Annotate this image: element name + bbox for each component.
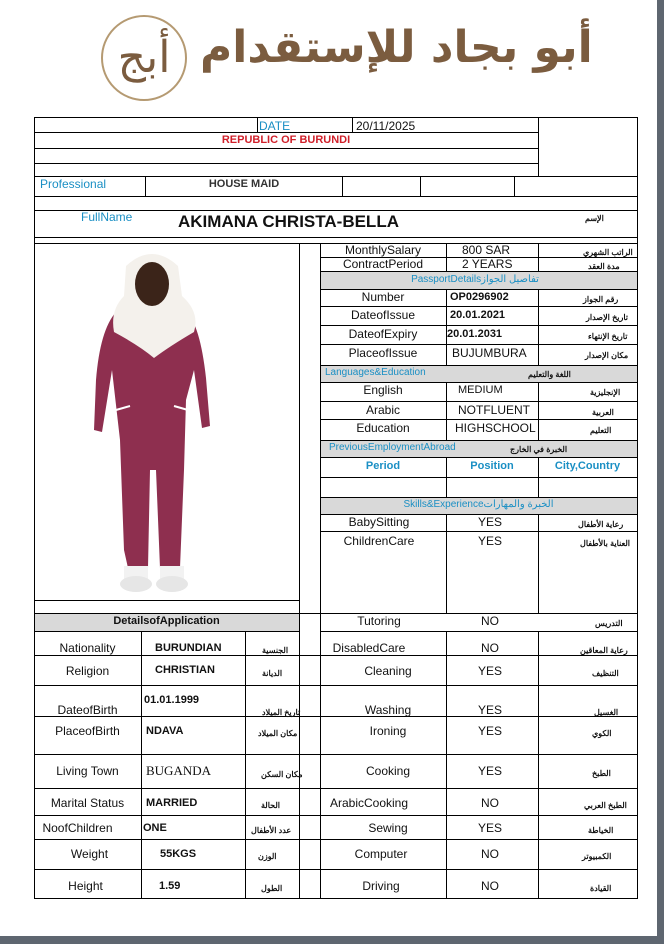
skill-label: Cooking bbox=[365, 764, 411, 778]
application-arabic: الوزن bbox=[258, 852, 277, 861]
application-label: NoofChildren bbox=[42, 821, 113, 835]
application-label: DateofBirth bbox=[57, 703, 118, 717]
skill-label: Tutoring bbox=[357, 614, 401, 628]
skill-arabic: القيادة bbox=[590, 884, 612, 893]
application-arabic: مكان الميلاد bbox=[258, 729, 298, 738]
skill-value: YES bbox=[477, 724, 502, 738]
grid-line bbox=[446, 243, 447, 271]
logo-emblem: أبج bbox=[117, 32, 171, 83]
skill-value: YES bbox=[477, 515, 502, 529]
passport-section-title: PassportDetailsتفاصيل الجواز bbox=[411, 274, 539, 285]
english-arabic: الإنجليزية bbox=[590, 388, 621, 397]
application-value: BUGANDA bbox=[146, 763, 211, 778]
application-label: Weight bbox=[70, 847, 109, 861]
grid-line bbox=[34, 237, 638, 238]
grid-line bbox=[538, 631, 539, 898]
skill-arabic: الكمبيوتر bbox=[582, 852, 612, 861]
skill-arabic: الغسيل bbox=[594, 708, 619, 717]
grid-line bbox=[538, 117, 539, 176]
employment-col-period: Period bbox=[365, 460, 401, 472]
date-label: DATE bbox=[259, 119, 291, 133]
grid-line bbox=[34, 788, 638, 789]
skill-value: YES bbox=[477, 534, 502, 548]
skill-label: ArabicCooking bbox=[329, 796, 409, 810]
skill-arabic: الخياطة bbox=[588, 826, 614, 835]
application-arabic: تاريخ الميلاد bbox=[262, 708, 301, 717]
country-title: REPUBLIC OF BURUNDI bbox=[221, 134, 351, 146]
application-label: PlaceofBirth bbox=[55, 724, 120, 738]
application-arabic: الجنسية bbox=[262, 646, 289, 655]
application-label: Living Town bbox=[56, 764, 119, 778]
passport-issue-value: 20.01.2021 bbox=[450, 309, 506, 321]
grid-line bbox=[538, 514, 539, 613]
english-value: MEDIUM bbox=[458, 384, 503, 396]
fullname-label: FullName bbox=[81, 210, 133, 224]
passport-place-value: BUJUMBURA bbox=[452, 346, 527, 360]
grid-line bbox=[34, 839, 638, 840]
application-value: CHRISTIAN bbox=[155, 664, 215, 676]
grid-line bbox=[320, 419, 638, 420]
grid-line bbox=[34, 163, 538, 164]
passport-number-label: Number bbox=[361, 290, 405, 304]
date-value: 20/11/2025 bbox=[356, 119, 416, 133]
application-value: 55KGS bbox=[160, 848, 197, 860]
salary-label: MonthlySalary bbox=[344, 243, 422, 257]
application-arabic: مكان السكن bbox=[261, 770, 303, 779]
contract-period-label: ContractPeriod bbox=[342, 257, 424, 271]
skill-value: YES bbox=[477, 703, 502, 717]
grid-line bbox=[320, 631, 638, 632]
application-label: Religion bbox=[65, 664, 110, 678]
education-arabic: التعليم bbox=[590, 426, 612, 435]
salary-value: 800 SAR bbox=[462, 243, 511, 257]
fullname-value: AKIMANA CHRISTA-BELLA bbox=[178, 212, 399, 231]
application-arabic: عدد الأطفال bbox=[251, 826, 292, 835]
skill-arabic: رعاية الأطفال bbox=[578, 520, 624, 529]
arabic-value: NOTFLUENT bbox=[458, 403, 530, 417]
passport-issue-arabic: تاريخ الإصدار bbox=[586, 313, 629, 322]
grid-line bbox=[446, 382, 447, 440]
grid-line bbox=[538, 243, 539, 271]
employment-col-location: City,Country bbox=[554, 460, 621, 472]
english-label: English bbox=[363, 383, 403, 397]
application-arabic: الطول bbox=[261, 884, 283, 893]
grid-line bbox=[320, 457, 638, 458]
grid-line bbox=[34, 117, 35, 898]
profession-label: Professional bbox=[40, 177, 107, 191]
application-value: MARRIED bbox=[146, 797, 198, 809]
application-arabic: الحالة bbox=[261, 801, 280, 810]
skill-label: ChildrenCare bbox=[343, 534, 415, 548]
passport-expiry-value: 20.01.2031 bbox=[447, 328, 503, 340]
application-value: NDAVA bbox=[146, 725, 184, 737]
grid-line bbox=[514, 176, 515, 196]
education-value: HIGHSCHOOL bbox=[455, 421, 536, 435]
skill-label: Cleaning bbox=[364, 664, 412, 678]
grid-line bbox=[320, 477, 638, 478]
passport-place-arabic: مكان الإصدار bbox=[585, 351, 629, 360]
skill-arabic: الطبخ العربي bbox=[584, 801, 627, 810]
application-section-title: DetailsofApplication bbox=[113, 615, 220, 627]
applicant-photo bbox=[90, 250, 216, 595]
grid-line bbox=[320, 344, 638, 345]
grid-line bbox=[538, 289, 539, 365]
grid-line bbox=[34, 815, 638, 816]
grid-line bbox=[320, 401, 638, 402]
profession-value: HOUSE MAID bbox=[208, 178, 280, 190]
skill-label: Driving bbox=[362, 879, 400, 893]
skill-value: NO bbox=[481, 847, 499, 861]
skill-value: NO bbox=[481, 641, 499, 655]
grid-line bbox=[342, 176, 343, 196]
window-frame-right bbox=[657, 0, 664, 944]
grid-line bbox=[245, 631, 246, 898]
skill-arabic: التدريس bbox=[595, 619, 623, 628]
skill-value: NO bbox=[481, 614, 499, 628]
contract-period-value: 2 YEARS bbox=[462, 257, 513, 271]
grid-line bbox=[34, 869, 638, 870]
grid-line bbox=[34, 685, 638, 686]
skill-label: Ironing bbox=[369, 724, 407, 738]
arabic-arabic: العربية bbox=[592, 408, 614, 417]
skill-label: BabySitting bbox=[348, 515, 410, 529]
grid-line bbox=[34, 148, 538, 149]
passport-expiry-arabic: تاريخ الإنتهاء bbox=[588, 332, 628, 341]
passport-number-value: OP0296902 bbox=[450, 291, 509, 303]
grid-line bbox=[34, 117, 638, 118]
skill-label: DisabledCare bbox=[332, 641, 406, 655]
grid-line bbox=[34, 655, 638, 656]
skill-arabic: الكوي bbox=[592, 729, 612, 738]
employment-section-arabic: الخبرة في الخارج bbox=[510, 445, 568, 454]
skill-label: Sewing bbox=[368, 821, 408, 835]
skill-value: NO bbox=[481, 796, 499, 810]
application-arabic: الديانة bbox=[262, 669, 283, 678]
employment-section-title: PreviousEmploymentAbroad bbox=[329, 442, 456, 453]
grid-line bbox=[538, 382, 539, 440]
company-logo-text: أبو بجاد للإستقدام bbox=[200, 22, 593, 73]
passport-issue-label: DateofIssue bbox=[350, 308, 416, 322]
application-value: ONE bbox=[143, 822, 167, 834]
passport-expiry-label: DateofExpiry bbox=[348, 327, 418, 341]
passport-place-label: PlaceofIssue bbox=[348, 346, 418, 360]
passport-number-arabic: رقم الجواز bbox=[583, 295, 619, 304]
grid-line bbox=[34, 754, 638, 755]
education-label: Education bbox=[356, 421, 410, 435]
skills-section-title: Skills&Experienceالخبرة والمهارات bbox=[403, 499, 554, 510]
grid-line bbox=[34, 196, 638, 197]
skill-arabic: العناية بالأطفال bbox=[580, 539, 630, 548]
application-value: 1.59 bbox=[159, 880, 181, 892]
skill-label: Computer bbox=[354, 847, 408, 861]
application-value: BURUNDIAN bbox=[155, 642, 222, 654]
languages-section-title: Languages&Education bbox=[325, 367, 426, 378]
application-label: Nationality bbox=[59, 641, 116, 655]
application-value: 01.01.1999 bbox=[144, 694, 200, 706]
skill-arabic: الطبخ bbox=[592, 769, 611, 778]
skill-value: YES bbox=[477, 664, 502, 678]
window-frame-bottom bbox=[0, 936, 664, 944]
languages-section-arabic: اللغة والتعليم bbox=[528, 370, 571, 379]
skill-arabic: رعاية المعاقين bbox=[580, 646, 628, 655]
grid-line bbox=[420, 176, 421, 196]
grid-line bbox=[34, 898, 638, 899]
skill-label: Washing bbox=[364, 703, 412, 717]
application-label: Marital Status bbox=[50, 796, 125, 810]
skill-arabic: التنظيف bbox=[592, 669, 619, 678]
salary-arabic: الراتب الشهري bbox=[583, 248, 633, 257]
grid-line bbox=[299, 243, 300, 898]
skill-value: YES bbox=[477, 821, 502, 835]
grid-line bbox=[320, 325, 638, 326]
contract-period-arabic: مدة العقد bbox=[588, 262, 620, 271]
arabic-label: Arabic bbox=[365, 403, 400, 417]
employment-col-position: Position bbox=[470, 460, 514, 472]
grid-line bbox=[257, 117, 258, 132]
skill-value: YES bbox=[477, 764, 502, 778]
grid-line bbox=[637, 117, 638, 898]
grid-line bbox=[34, 631, 299, 632]
grid-line bbox=[352, 117, 353, 132]
skill-value: NO bbox=[481, 879, 499, 893]
fullname-arabic: الإسم bbox=[585, 214, 604, 223]
application-label: Height bbox=[68, 879, 103, 893]
grid-line bbox=[34, 600, 299, 601]
